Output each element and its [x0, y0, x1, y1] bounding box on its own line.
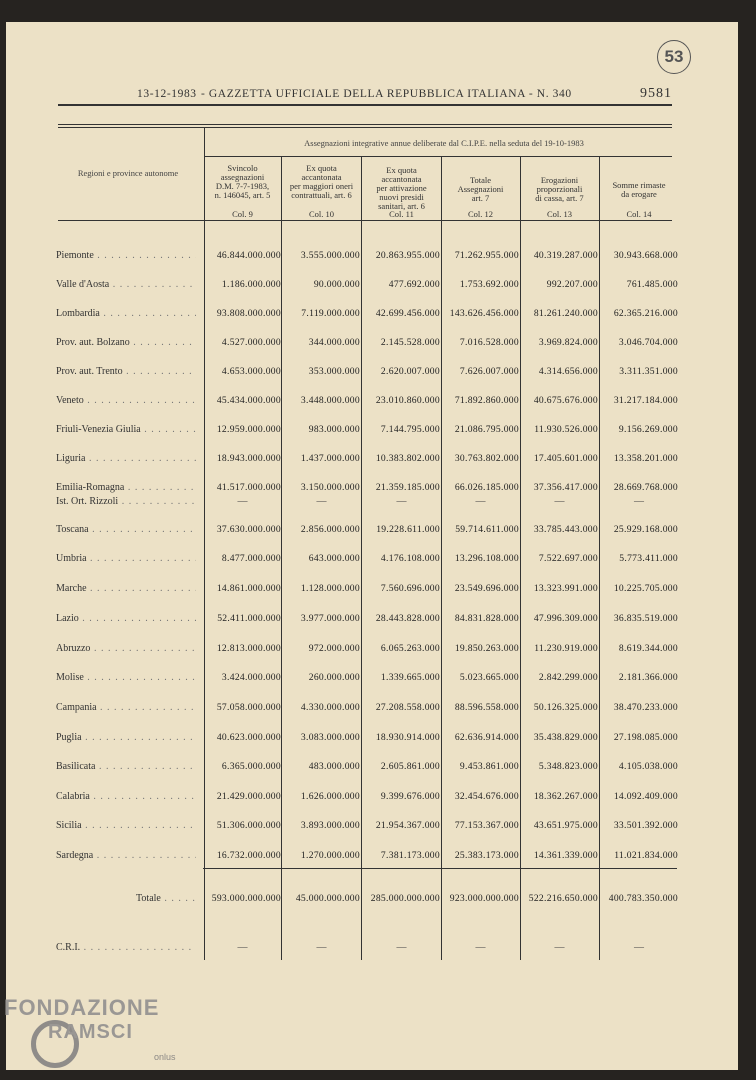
value-cell: 11.930.526.000 — [534, 424, 598, 435]
value-cell: 35.438.829.000 — [533, 732, 598, 743]
value-cell: 18.943.000.000 — [216, 453, 281, 464]
value-cell: 3.977.000.000 — [300, 613, 360, 624]
region-label: Ist. Ort. Rizzoli . . . — [56, 496, 196, 510]
column-header: Ex quota accantonata per attivazione nuovi presidi sanitari, art. 6 — [376, 165, 427, 211]
value-cell: 1.128.000.000 — [300, 583, 360, 594]
value-cell: 992.207.000 — [546, 279, 598, 290]
value-cell: 36.835.519.000 — [613, 613, 678, 624]
value-cell: 3.969.824.000 — [538, 337, 598, 348]
value-cell: 4.176.108.000 — [380, 553, 440, 564]
column-number: Col. 14 — [626, 209, 652, 219]
value-cell: 7.381.173.000 — [380, 850, 440, 861]
value-cell: 3.046.704.000 — [618, 337, 678, 348]
value-cell: 14.361.339.000 — [533, 850, 598, 861]
value-cell: 353.000.000 — [308, 366, 360, 377]
value-cell: 71.892.860.000 — [454, 395, 519, 406]
total-rule — [203, 868, 677, 869]
value-cell: 21.954.367.000 — [375, 820, 440, 831]
value-cell: 33.501.392.000 — [613, 820, 678, 831]
value-cell: 10.225.705.000 — [613, 583, 678, 594]
value-cell: 66.026.185.000 — [454, 482, 519, 493]
value-cell: 17.405.601.000 — [533, 453, 598, 464]
value-cell: 41.517.000.000 — [216, 482, 281, 493]
value-cell: 30.943.668.000 — [613, 250, 678, 261]
value-cell: 13.323.991.000 — [533, 583, 598, 594]
value-cell: 3.555.000.000 — [300, 250, 360, 261]
value-cell: 285.000.000.000 — [370, 893, 440, 904]
region-label: Sicilia . . . — [56, 820, 196, 834]
value-cell: 7.144.795.000 — [380, 424, 440, 435]
value-cell: 2.620.007.000 — [380, 366, 440, 377]
region-label: Valle d'Aosta . . . — [56, 279, 196, 293]
value-cell: 2.181.366.000 — [618, 672, 678, 683]
column-header: Somme rimaste da erogare — [612, 180, 666, 199]
value-cell: 9.399.676.000 — [380, 791, 440, 802]
column-number: Col. 12 — [467, 209, 494, 219]
region-label: Lazio . . . — [56, 613, 196, 627]
region-label: Sardegna . . . — [56, 850, 196, 864]
value-cell: 93.808.000.000 — [216, 308, 281, 319]
watermark-line-3: onlus — [154, 1052, 176, 1062]
region-label: Campania . . . — [56, 702, 196, 716]
empty-cell: — — [396, 942, 407, 953]
region-label: Liguria . . . — [56, 453, 196, 467]
column-rule — [281, 157, 282, 960]
table-top-rule-2 — [58, 127, 672, 128]
value-cell: 7.560.696.000 — [380, 583, 440, 594]
value-cell: 400.783.350.000 — [608, 893, 678, 904]
value-cell: 52.411.000.000 — [217, 613, 281, 624]
value-cell: 12.959.000.000 — [216, 424, 281, 435]
value-cell: 23.549.696.000 — [454, 583, 519, 594]
value-cell: 23.010.860.000 — [375, 395, 440, 406]
value-cell: 8.619.344.000 — [618, 643, 678, 654]
value-cell: 50.126.325.000 — [533, 702, 598, 713]
value-cell: 7.626.007.000 — [459, 366, 519, 377]
value-cell: 19.228.611.000 — [376, 524, 440, 535]
watermark-line-1: FONDAZIONE — [4, 995, 160, 1020]
value-cell: 32.454.676.000 — [454, 791, 519, 802]
region-label: Veneto . . . — [56, 395, 196, 409]
value-cell: 43.651.975.000 — [533, 820, 598, 831]
value-cell: 42.699.456.000 — [375, 308, 440, 319]
region-label: Prov. aut. Trento . . . — [56, 366, 196, 380]
value-cell: 761.485.000 — [626, 279, 678, 290]
value-cell: 7.016.528.000 — [459, 337, 519, 348]
column-rule — [361, 157, 362, 960]
value-cell: 1.437.000.000 — [300, 453, 360, 464]
region-label: Emilia-Romagna . . . — [56, 482, 196, 496]
value-cell: 28.443.828.000 — [375, 613, 440, 624]
value-cell: 8.477.000.000 — [221, 553, 281, 564]
empty-cell: — — [396, 496, 407, 507]
value-cell: 37.356.417.000 — [533, 482, 598, 493]
column-number: Col. 11 — [389, 209, 414, 219]
value-cell: 4.105.038.000 — [618, 761, 678, 772]
value-cell: 18.362.267.000 — [533, 791, 598, 802]
value-cell: 3.893.000.000 — [300, 820, 360, 831]
value-cell: 21.429.000.000 — [216, 791, 281, 802]
value-cell: 37.630.000.000 — [216, 524, 281, 535]
region-label: C.R.I. . . . — [56, 942, 196, 956]
region-label: Molise . . . — [56, 672, 196, 686]
value-cell: 1.626.000.000 — [300, 791, 360, 802]
value-cell: 40.623.000.000 — [216, 732, 281, 743]
value-cell: 2.856.000.000 — [300, 524, 360, 535]
super-header-rule — [204, 156, 672, 157]
region-label: Basilicata . . . — [56, 761, 196, 775]
super-header: Assegnazioni integrative annue deliberate dal C.I.P.E. nella seduta del 19-10-1983 — [304, 138, 584, 148]
value-cell: 7.522.697.000 — [538, 553, 598, 564]
value-cell: 7.119.000.000 — [301, 308, 360, 319]
value-cell: 16.732.000.000 — [216, 850, 281, 861]
empty-cell: — — [316, 496, 327, 507]
value-cell: 51.306.000.000 — [216, 820, 281, 831]
region-label: Toscana . . . — [56, 524, 196, 538]
value-cell: 18.930.914.000 — [375, 732, 440, 743]
region-label: Prov. aut. Bolzano . . . — [56, 337, 196, 351]
value-cell: 2.145.528.000 — [380, 337, 440, 348]
header-title: - GAZZETTA UFFICIALE DELLA REPUBBLICA ITALIANA - N. 340 — [201, 88, 572, 100]
header-bottom-rule — [58, 220, 672, 221]
empty-cell: — — [554, 942, 565, 953]
value-cell: 59.714.611.000 — [455, 524, 519, 535]
region-label: Piemonte . . . — [56, 250, 196, 264]
value-cell: 71.262.955.000 — [454, 250, 519, 261]
value-cell: 2.842.299.000 — [538, 672, 598, 683]
value-cell: 11.021.834.000 — [614, 850, 678, 861]
empty-cell: — — [554, 496, 565, 507]
value-cell: 45.000.000.000 — [295, 893, 360, 904]
empty-cell: — — [634, 942, 644, 953]
region-label: Lombardia . . . — [56, 308, 196, 322]
value-cell: 30.763.802.000 — [454, 453, 519, 464]
value-cell: 5.348.823.000 — [538, 761, 598, 772]
page-stamp: 53 — [657, 40, 691, 74]
empty-cell: — — [237, 942, 248, 953]
value-cell: 477.692.000 — [388, 279, 440, 290]
empty-cell: — — [634, 496, 644, 507]
value-cell: 77.153.367.000 — [454, 820, 519, 831]
header-page-number: 9581 — [640, 86, 672, 101]
value-cell: 972.000.000 — [308, 643, 360, 654]
row-header: Regioni e province autonome — [77, 168, 179, 178]
value-cell: 25.383.173.000 — [454, 850, 519, 861]
value-cell: 11.230.919.000 — [534, 643, 598, 654]
value-cell: 4.330.000.000 — [300, 702, 360, 713]
value-cell: 62.636.914.000 — [454, 732, 519, 743]
value-cell: 143.626.456.000 — [449, 308, 519, 319]
value-cell: 40.675.676.000 — [533, 395, 598, 406]
value-cell: 3.083.000.000 — [300, 732, 360, 743]
value-cell: 14.092.409.000 — [613, 791, 678, 802]
value-cell: 2.605.861.000 — [380, 761, 440, 772]
column-header: Erogazioni proporzionali di cassa, art. 7 — [535, 175, 584, 203]
value-cell: 27.198.085.000 — [613, 732, 678, 743]
value-cell: 13.358.201.000 — [613, 453, 678, 464]
value-cell: 6.065.263.000 — [380, 643, 440, 654]
value-cell: 21.086.795.000 — [454, 424, 519, 435]
value-cell: 4.314.656.000 — [538, 366, 598, 377]
value-cell: 14.861.000.000 — [216, 583, 281, 594]
value-cell: 81.261.240.000 — [533, 308, 598, 319]
value-cell: 483.000.000 — [308, 761, 360, 772]
value-cell: 4.653.000.000 — [221, 366, 281, 377]
value-cell: 84.831.828.000 — [454, 613, 519, 624]
value-cell: 983.000.000 — [308, 424, 360, 435]
value-cell: 47.996.309.000 — [533, 613, 598, 624]
value-cell: 1.186.000.000 — [221, 279, 281, 290]
value-cell: 38.470.233.000 — [613, 702, 678, 713]
watermark-line-2: RAMSCI — [48, 1021, 133, 1043]
value-cell: 3.448.000.000 — [300, 395, 360, 406]
value-cell: 1.753.692.000 — [459, 279, 519, 290]
value-cell: 13.296.108.000 — [454, 553, 519, 564]
value-cell: 19.850.263.000 — [454, 643, 519, 654]
value-cell: 33.785.443.000 — [533, 524, 598, 535]
value-cell: 25.929.168.000 — [613, 524, 678, 535]
value-cell: 3.150.000.000 — [300, 482, 360, 493]
empty-cell: — — [237, 496, 248, 507]
value-cell: 40.319.287.000 — [533, 250, 598, 261]
value-cell: 5.023.665.000 — [459, 672, 519, 683]
value-cell: 5.773.411.000 — [619, 553, 678, 564]
value-cell: 20.863.955.000 — [375, 250, 440, 261]
empty-cell: — — [316, 942, 327, 953]
value-cell: 3.424.000.000 — [221, 672, 281, 683]
value-cell: 344.000.000 — [308, 337, 360, 348]
header-rule — [58, 104, 672, 106]
value-cell: 90.000.000 — [313, 279, 360, 290]
value-cell: 923.000.000.000 — [449, 893, 519, 904]
column-header: Svincolo assegnazioni D.M. 7-7-1983, n. 146045, art. 5 — [214, 163, 271, 200]
region-label: Totale . . . — [96, 893, 196, 907]
empty-cell: — — [475, 942, 486, 953]
value-cell: 6.365.000.000 — [221, 761, 281, 772]
region-label: Marche . . . — [56, 583, 196, 597]
region-label: Abruzzo . . . — [56, 643, 196, 657]
value-cell: 9.453.861.000 — [459, 761, 519, 772]
value-cell: 31.217.184.000 — [613, 395, 678, 406]
value-cell: 1.339.665.000 — [380, 672, 440, 683]
value-cell: 260.000.000 — [308, 672, 360, 683]
value-cell: 27.208.558.000 — [375, 702, 440, 713]
value-cell: 1.270.000.000 — [300, 850, 360, 861]
value-cell: 88.596.558.000 — [454, 702, 519, 713]
empty-cell: — — [475, 496, 486, 507]
region-label: Friuli-Venezia Giulia . . . — [56, 424, 196, 438]
value-cell: 45.434.000.000 — [216, 395, 281, 406]
value-cell: 62.365.216.000 — [613, 308, 678, 319]
value-cell: 4.527.000.000 — [221, 337, 281, 348]
value-cell: 522.216.650.000 — [528, 893, 598, 904]
value-cell: 643.000.000 — [308, 553, 360, 564]
region-label: Puglia . . . — [56, 732, 196, 746]
value-cell: 3.311.351.000 — [619, 366, 678, 377]
header-date: 13-12-1983 — [137, 88, 197, 100]
table-top-rule — [58, 124, 672, 125]
value-cell: 9.156.269.000 — [618, 424, 678, 435]
value-cell: 57.058.000.000 — [216, 702, 281, 713]
value-cell: 593.000.000.000 — [211, 893, 281, 904]
column-number: Col. 9 — [232, 209, 253, 219]
column-number: Col. 10 — [308, 209, 335, 219]
value-cell: 21.359.185.000 — [375, 482, 440, 493]
region-label: Umbria . . . — [56, 553, 196, 567]
value-cell: 46.844.000.000 — [216, 250, 281, 261]
column-header: Ex quota accantonata per maggiori oneri contrattuali, art. 6 — [289, 163, 354, 200]
value-cell: 10.383.802.000 — [375, 453, 440, 464]
value-cell: 28.669.768.000 — [613, 482, 678, 493]
value-cell: 12.813.000.000 — [216, 643, 281, 654]
column-header: Totale Assegnazioni art. 7 — [457, 175, 504, 203]
column-number: Col. 13 — [546, 209, 573, 219]
region-label: Calabria . . . — [56, 791, 196, 805]
